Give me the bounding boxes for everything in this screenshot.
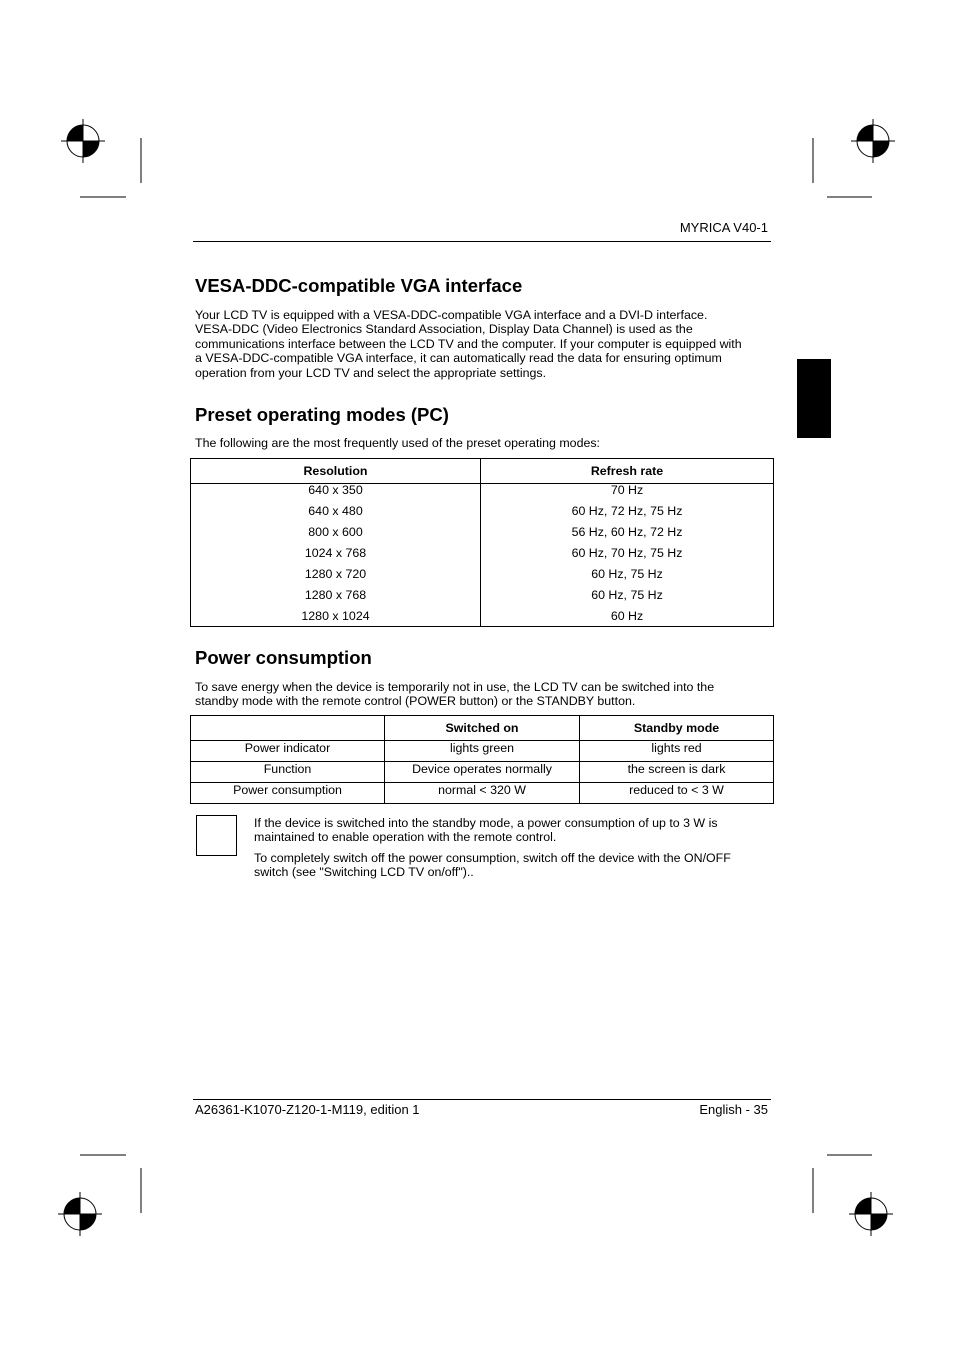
table-row: [191, 762, 774, 783]
power-line: standby mode with the remote control (POWER button) or the STANDBY button.: [195, 694, 636, 709]
registration-mark-icon: [61, 119, 105, 163]
column-header: Standby mode: [580, 716, 774, 741]
power-line: To save energy when the device is temporarily not in use, the LCD TV can be switched into the: [195, 680, 715, 694]
vesa-line: a VESA-DDC-compatible VGA interface, it can automatically read the data for ensuring optimum: [195, 351, 722, 366]
vesa-paragraph: [195, 308, 770, 380]
vesa-line: communications interface between the LCD TV and the computer. If your computer is equipped with: [195, 336, 742, 351]
header-rule: [193, 241, 771, 242]
row-label-cell: Power consumption: [191, 783, 385, 804]
registration-mark-icon: [849, 1192, 893, 1236]
resolution-cell: 1280 x 768: [191, 589, 481, 610]
footer-doc-id: A26361-K1070-Z120-1-M119, edition 1: [195, 1102, 420, 1117]
column-header: [191, 716, 385, 741]
table-row: [191, 484, 774, 506]
standby-cell: lights red: [580, 741, 774, 762]
table-row: [191, 568, 774, 589]
vesa-line: Your LCD TV is equipped with a VESA-DDC-compatible VGA interface and a DVI-D interface.: [195, 308, 708, 322]
column-header: Refresh rate: [481, 459, 774, 484]
table-row: [191, 589, 774, 610]
resolution-cell: 640 x 350: [191, 484, 481, 506]
column-header: Switched on: [385, 716, 580, 741]
table-row: [191, 526, 774, 547]
table-header-row: [191, 716, 774, 741]
table-row: [191, 547, 774, 568]
resolution-cell: 640 x 480: [191, 505, 481, 526]
vesa-heading: VESA-DDC-compatible VGA interface: [195, 275, 523, 296]
preset-heading: Preset operating modes (PC): [195, 404, 449, 425]
refresh-rate-cell: 60 Hz, 75 Hz: [591, 567, 663, 581]
resolution-cell: 1024 x 768: [191, 547, 481, 568]
refresh-rate-cell: 70 Hz: [610, 483, 644, 497]
refresh-rate-cell: 56 Hz, 60 Hz, 72 Hz: [571, 525, 683, 539]
note-paragraph: [254, 816, 774, 845]
table-row: [191, 505, 774, 526]
switched-on-cell: Device operates normally: [385, 762, 580, 783]
row-label-cell: Power indicator: [191, 741, 385, 762]
vesa-line: operation from your LCD TV and select the appropriate settings.: [195, 365, 547, 380]
switched-on-cell: normal < 320 W: [385, 783, 580, 804]
vesa-line: VESA-DDC (Video Electronics Standard Association, Display Data Channel) is used as the: [195, 322, 693, 337]
note-paragraph: [254, 851, 774, 880]
note-line: maintained to enable operation with the remote control.: [254, 830, 557, 845]
resolution-cell: 800 x 600: [191, 526, 481, 547]
registration-mark-icon: [851, 119, 895, 163]
footer-rule: [193, 1099, 771, 1100]
note-line: To completely switch off the power consumption, switch off the device with the ON/OFF: [254, 851, 731, 865]
refresh-rate-cell: 60 Hz: [610, 609, 644, 623]
resolution-cell: 1280 x 720: [191, 568, 481, 589]
refresh-rate-cell: 60 Hz, 72 Hz, 75 Hz: [571, 504, 683, 518]
note-line: switch (see "Switching LCD TV on/off")..: [254, 865, 474, 880]
standby-cell: the screen is dark: [580, 762, 774, 783]
resolution-cell: 1280 x 1024: [191, 610, 481, 627]
note-icon: [196, 815, 237, 856]
power-paragraph: [195, 680, 770, 709]
power-table: [190, 715, 774, 804]
header-title: MYRICA V40-1: [679, 220, 768, 235]
table-header-row: [191, 459, 774, 484]
switched-on-cell: lights green: [385, 741, 580, 762]
table-row: [191, 741, 774, 762]
note-line: If the device is switched into the standby mode, a power consumption of up to 3 W is: [254, 816, 718, 830]
preset-modes-table: [190, 458, 774, 627]
power-heading: Power consumption: [195, 647, 372, 668]
table-row: [191, 783, 774, 804]
preset-intro: The following are the most frequently used of the preset operating modes:: [195, 436, 600, 450]
refresh-rate-cell: 60 Hz, 70 Hz, 75 Hz: [571, 546, 683, 560]
standby-cell: reduced to < 3 W: [580, 783, 774, 804]
registration-mark-icon: [58, 1192, 102, 1236]
refresh-rate-cell: 60 Hz, 75 Hz: [591, 588, 663, 602]
row-label-cell: Function: [191, 762, 385, 783]
column-header: Resolution: [191, 459, 481, 484]
footer-page-number: English - 35: [699, 1102, 768, 1117]
table-row: [191, 610, 774, 627]
section-thumb-tab: [797, 359, 831, 438]
